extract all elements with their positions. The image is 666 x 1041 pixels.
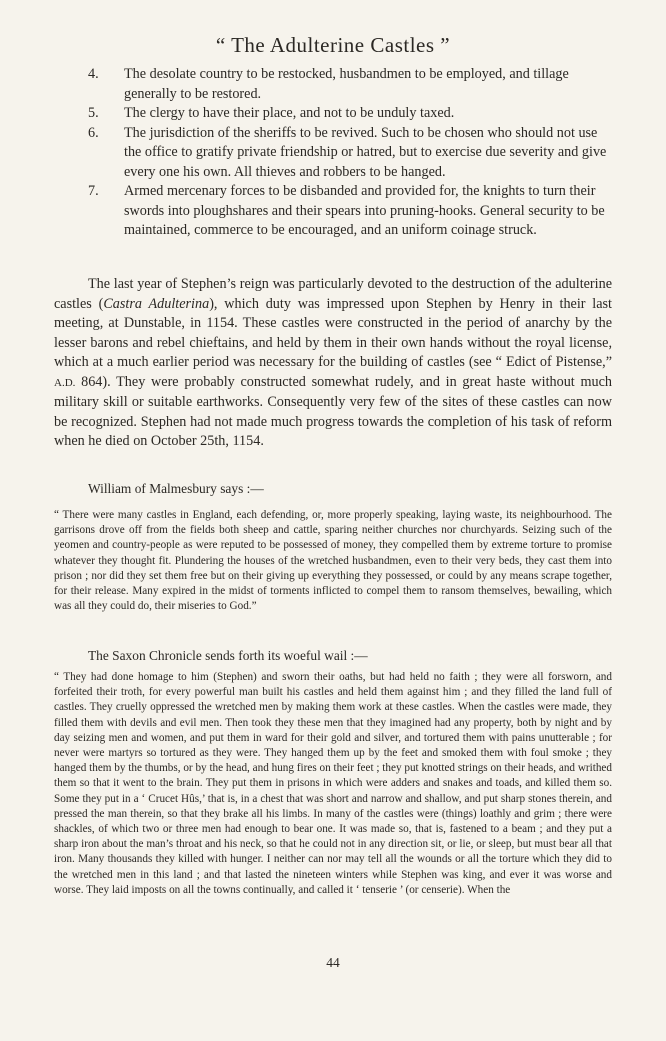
list-item-text: The desolate country to be restocked, husbandmen to be employed, and tillage generally to be restored. [124,66,569,102]
chronicle-quote: “ They had done homage to him (Stephen) and sworn their oaths, but had held no faith ; they were all forsworn, and forfeited their troth, for every powerful man built his castles and held them against him ; and they filled the land full of castles. They cruelly oppressed the wretched men by making them work at these castles. When the castles were made, they filled them with devils and evil men. Then took they these men that they imagined had any property, both by night and by day seizing men and women, and put them in ward for their gold and silver, and tortured them with pains unutterable ; for never were martyrs so tortured as they were. They hanged them up by the feet and smoked them with foul smoke ; they hanged them by the thumbs, or by the head, and hung fires on their feet ; they put knotted strings on their heads, and writhed them so that it went to the brain. They put them in prisons in which were adders and snakes and toads, and killed them so. Some they put in a ‘ Crucet Hûs,’ that is, in a chest that was short and narrow and shallow, and put sharp stones therein, and pressed the man therein, so that they brake all his limbs. In many of the castles were (things) loathly and grim ; there were shackles, of which two or three men had enough to bear one. It was made so, that is, fastened to a beam ; and they put a sharp iron about the man’s throat and his neck, so that he could not in any direction sit, or lie, or sleep, but must bear all that iron. Many thousands they killed with hunger. I neither can nor may tell all the wounds or all the torture which they did to the wretched men in this land ; and that lasted the nineteen winters while Stephen was king, and ever it was worse and worse. They laid imposts on all the towns continually, and called it ‘ tenserie ’ (or censerie). When the [54,671,612,896]
paragraph-text-1: The last year of Stephen’s reign was particularly devoted to the destruction of the adulterine castles ( [54,276,612,312]
list-item [88,104,613,124]
list-item-number: 5. [88,105,99,121]
running-head: “ The Adulterine Castles ” [215,33,451,57]
paragraph-text-2: ), which duty was impressed upon Stephen by Henry in their last meeting, at Dunstable, in 1154. These castles were constructed in the period of anarchy by the lesser barons and rebel chieftains, and held by them in their own hands without the royal license, which at a much earlier period was necessary for the building of castles (see “ Edict of Pistense,” [54,295,612,370]
paragraph-smallcaps: A.D. [54,376,76,389]
malmesbury-quote: “ There were many castles in England, each defending, or, more properly speaking, laying waste, its neighbourhood. The garrisons drove off from the fields both sheep and cattle, sparing neither churches nor churchyards. Seizing such of the yeomen and country-people as were reputed to be possessed of money, they compelled them by extreme torture to promise whatever they thought fit. Plundering the houses of the wretched husbandmen, even to their very beds, they cast them into prison ; nor did they set them free but on their giving up everything they possessed, or could by any means scrape together, for their release. Many expired in the midst of torments inflicted to compel them to ransom themselves, bewailing, which was all they could do, their miseries to God.” [54,509,612,613]
list-item [88,65,613,104]
paragraph-text-3: 864). They were probably constructed somewhat rudely, and in great haste without much military skill or suitable earthworks. Consequently very few of the sites of these castles can now be recognized. Stephen had not made much progress towards the completion of his task of reform when he died on October 25th, 1154. [54,373,612,449]
list-item-text: The clergy to have their place, and not to be unduly taxed. [124,105,455,121]
list-item-number: 4. [88,66,99,82]
page-number: 44 [326,955,340,970]
body-paragraph [54,275,612,452]
numbered-list [88,65,613,241]
list-item-text: Armed mercenary forces to be disbanded and provided for, the knights to turn their swords into ploughshares and their spears into pruning-hooks. General security to be maintained, commerce to be encouraged, and an uniform coinage struck. [124,183,605,238]
list-item-number: 7. [88,183,99,199]
paragraph-italic: Castra Adulterina [103,295,210,312]
list-item-number: 6. [88,124,99,141]
list-item-text: The jurisdiction of the sheriffs to be revived. Such to be chosen who should not use the office to gratify private friendship or hatred, but to exercise due severity and give every one his own. All thieves and robbers to be hanged. [124,124,607,180]
malmesbury-intro: William of Malmesbury says :— [88,481,264,496]
list-item [88,182,613,241]
chronicle-intro: The Saxon Chronicle sends forth its woeful wail :— [88,648,368,663]
list-item [88,124,613,183]
